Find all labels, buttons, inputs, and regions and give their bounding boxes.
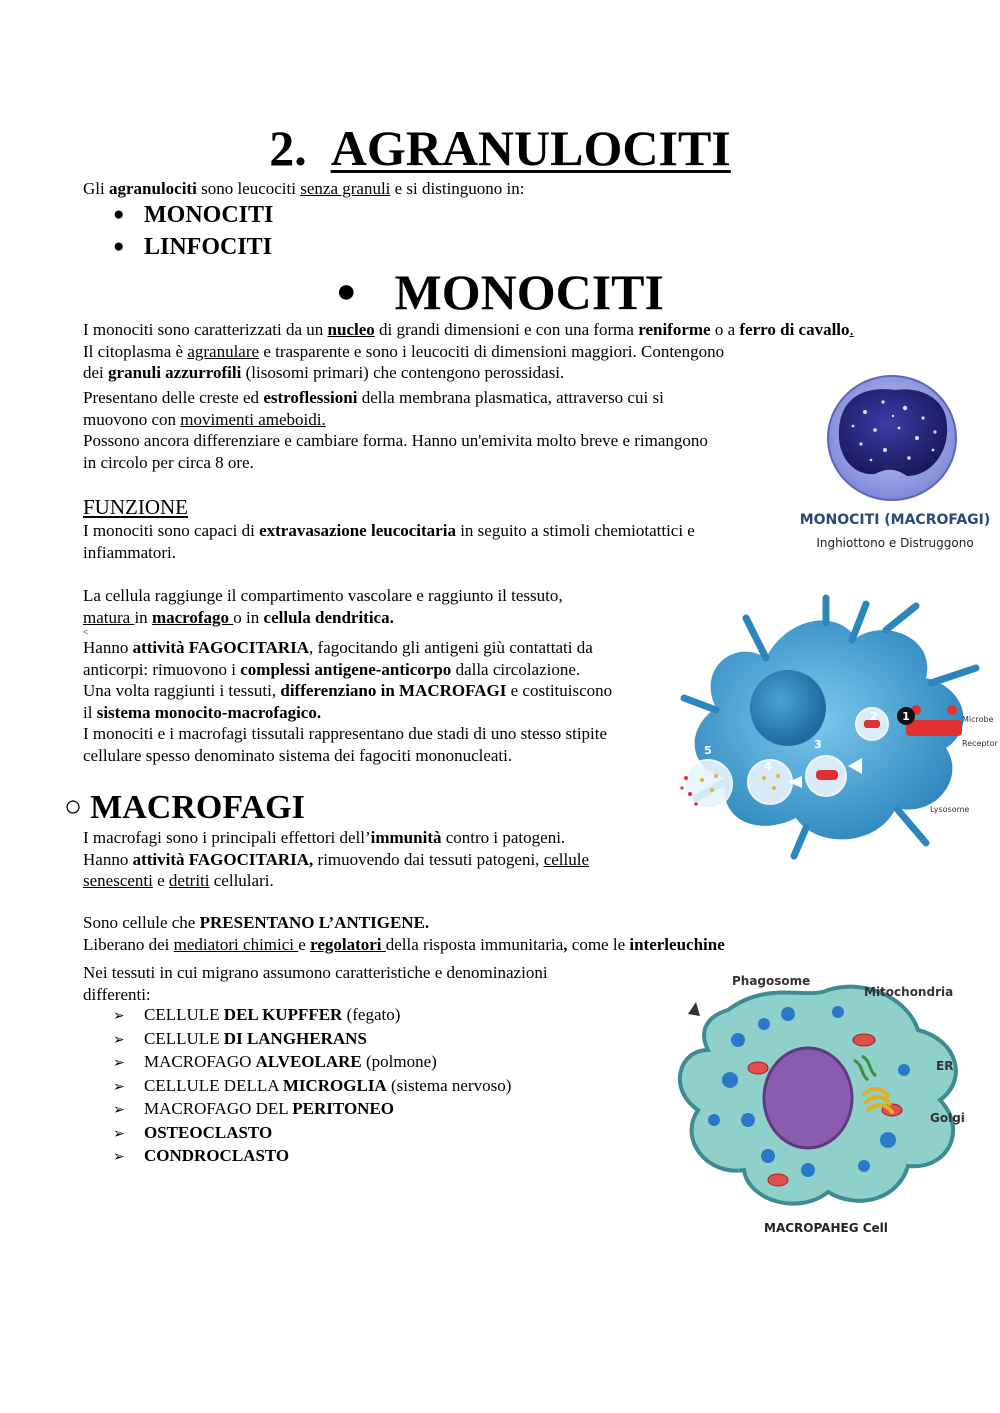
phagocyte-nucleus [750, 670, 826, 746]
list-item: ➢ CELLULE DEL KUPFFER (fegato) [113, 1005, 401, 1024]
list-item: ➢ MACROFAGO ALVEOLARE (polmone) [113, 1052, 437, 1071]
macrofagi-paragraph-3: Nei tessuti in cui migrano assumono caratteristiche e denominazioni differenti: [83, 963, 548, 1004]
lysosome-label: Lysosome [930, 805, 970, 814]
mitochondria-label: Mitochondria [864, 985, 954, 999]
phagosome-label: Phagosome [732, 974, 811, 988]
stray-mark: < [83, 627, 89, 637]
funzione-paragraph-1: I monociti sono capaci di extravasazione leucocitaria in seguito a stimoli chemiotattici e infiammatori. [83, 521, 695, 562]
list-item: ● MONOCITI [113, 202, 274, 228]
monocyte-caption: MONOCITI (MACROFAGI) [799, 512, 991, 528]
intro-paragraph: Gli agranulociti sono leucociti senza granuli e si distinguono in: [83, 179, 525, 198]
funzione-heading: FUNZIONE [83, 495, 188, 519]
monocyte-subcaption: Inghiottono e Distruggono [816, 536, 974, 550]
monociti-description: I monociti sono caratterizzati da un nucleo di grandi dimensioni e con una forma reniforme o a ferro di cavallo. Il citoplasma è agranulare e trasparente e sono i leucociti di dimensioni maggiori. Contengono dei granuli azzurrofili (lisosomi primari) che contengono perossidasi. [83, 320, 854, 382]
monociti-movement: Presentano delle creste ed estroflessioni della membrana plasmatica, attraverso cui si muovono con movimenti ameboidi. Possono ancora differenziare e cambiare forma. Hanno un'emivita molto breve e rimangono in circolo per circa 8 ore. [83, 388, 708, 472]
macrophage-figure [668, 970, 978, 1240]
funzione-paragraph-3: Hanno attività FAGOCITARIA, fagocitando gli antigeni giù contattati da anticorpi: rimuovono i complessi antigene-anticorpo dalla circolazione. Una volta raggiunti i tessuti, differenziano in MACROFAGI e costituiscono il sistema monocito-macrofagico. I monociti e i macrofagi tissutali rappresentano due stadi di uno stesso stipite cellulare spesso denominato sistema dei fagociti mononucleati. [83, 638, 613, 765]
list-item: ➢ MACROFAGO DEL PERITONEO [113, 1099, 395, 1118]
step-4-label: 4 [764, 760, 772, 773]
step-5-label: 5 [704, 744, 712, 757]
list-item: ➢ CELLULE DELLA MICROGLIA (sistema nervoso) [113, 1075, 512, 1095]
title-word: AGRANULOCITI [330, 120, 731, 176]
macrofagi-paragraph-1: I macrofagi sono i principali effettori dell’immunità contro i patogeni. Hanno attività FAGOCITARIA, rimuovendo dai tessuti patogeni, cellule senescenti e detriti cellulari. [83, 828, 589, 890]
macrophage-nucleus [764, 1048, 852, 1148]
er-label: ER [936, 1059, 954, 1073]
monocyte-illustration [795, 372, 995, 502]
list-item: ➢ CONDROCLASTO [113, 1146, 290, 1165]
step-1-label: 1 [902, 710, 910, 723]
macrophage-caption: MACROPAHEG Cell [764, 1221, 888, 1235]
macrofagi-paragraph-2: Sono cellule che PRESENTANO L’ANTIGENE. Liberano dei mediatori chimici e regolatori della risposta immunitaria, come le interleuchine [83, 913, 725, 954]
macrofagi-types-list [113, 1004, 511, 1169]
step-3-label: 3 [814, 738, 822, 751]
phagocytosis-illustration [676, 598, 998, 860]
monocyte-figure [795, 372, 995, 562]
monociti-heading: ● MONOCITI [335, 264, 664, 320]
page-title [0, 118, 1000, 178]
step-2-label: 2 [870, 710, 878, 723]
macrofagi-heading: ○ MACROFAGI [64, 789, 305, 826]
agranulocyte-types-list [113, 199, 273, 263]
pointer-mark [688, 1002, 700, 1016]
list-item: ● LINFOCITI [113, 234, 273, 260]
golgi-label: Golgi [930, 1111, 965, 1125]
title-number: 2. [269, 120, 307, 176]
list-item: ➢ OSTEOCLASTO [113, 1122, 273, 1142]
microbe-shape [906, 720, 962, 736]
phagocytosis-figure [676, 598, 998, 860]
funzione-paragraph-2: La cellula raggiunge il compartimento vascolare e raggiunto il tessuto, matura in macrofago o in cellula dendritica. [83, 586, 563, 627]
receptor-label: Receptor [962, 739, 998, 748]
microbe-label: Microbe [962, 715, 994, 724]
macrophage-illustration [668, 970, 978, 1240]
list-item: ➢ CELLULE DI LANGHERANS [113, 1028, 367, 1048]
